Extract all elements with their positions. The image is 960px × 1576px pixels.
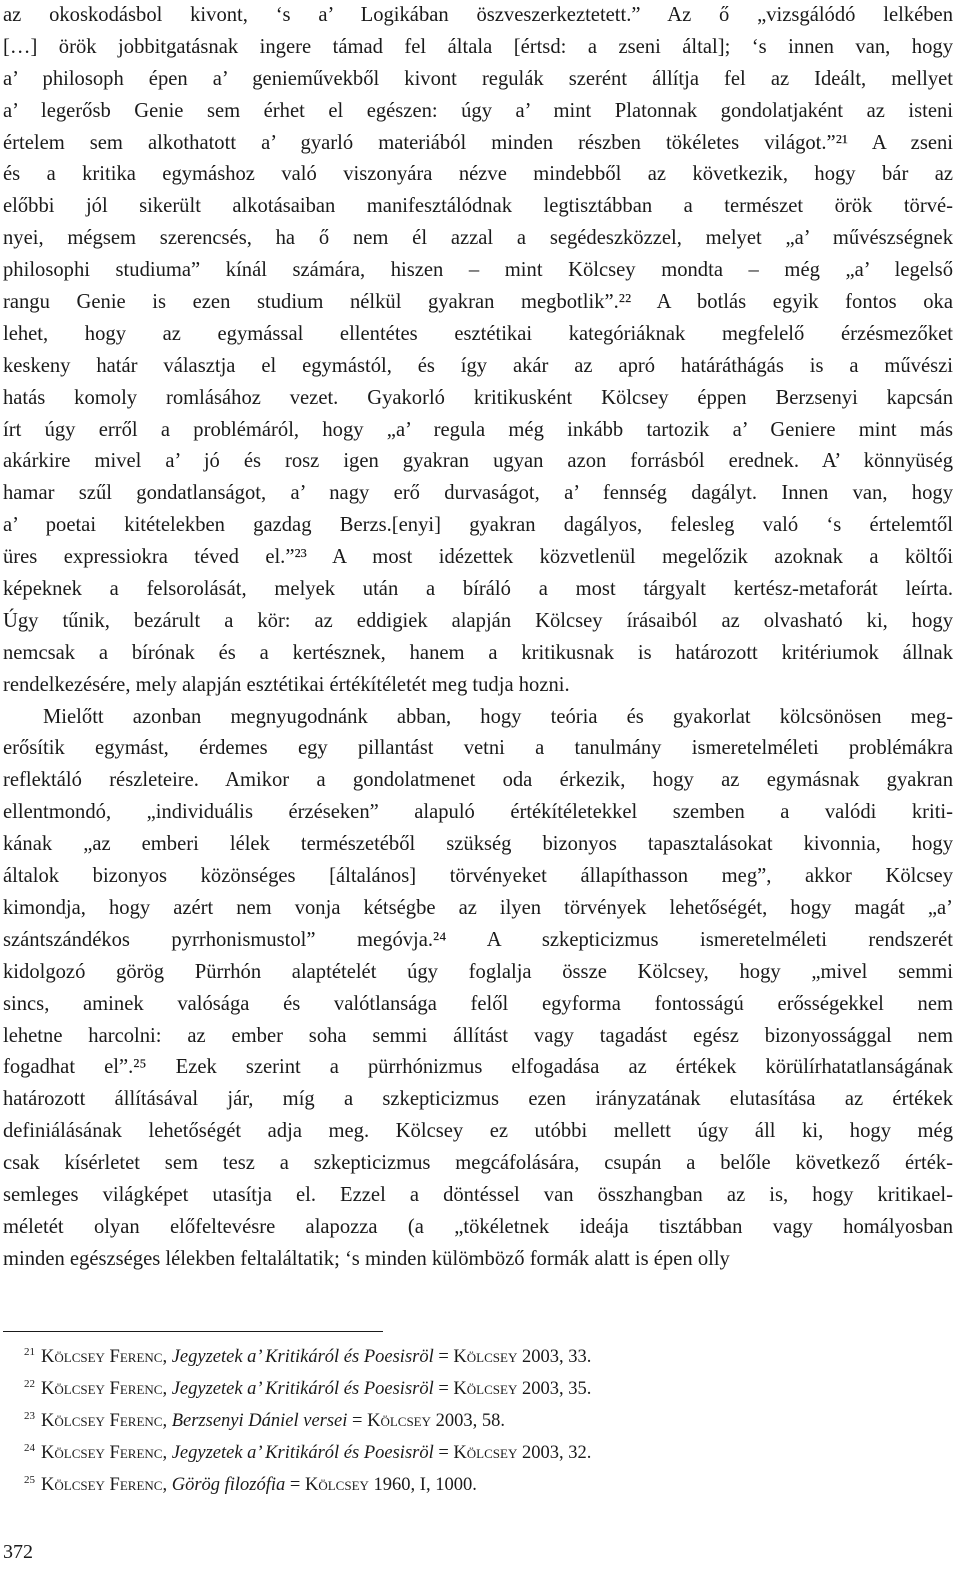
text-line: reflektáló részleteire. Amikor a gondolatmenet oda érkezik, hogy az egymásnak gyakran <box>3 769 953 792</box>
footnote-number: 21 <box>24 1345 35 1358</box>
text-line: a’ legerősb Genie sem érhet el egészen: úgy a’ mint Platonnak gondolatjaként az isteni <box>3 99 953 122</box>
text-line: csak kísérletet sem tesz a szkepticizmus megcáfolására, csupán a belőle következő érték- <box>3 1152 953 1175</box>
footnotes <box>24 1341 924 1501</box>
footnote-ref-author: Kölcsey <box>453 1443 518 1463</box>
footnote-ref: 2003, 35. <box>517 1379 592 1399</box>
footnote-ref-author: Kölcsey <box>304 1475 369 1495</box>
text-line: keskeny határ választja el egymástól, és így akár az apró határáthágás is a művészi <box>3 354 953 377</box>
footnote-number: 23 <box>24 1409 35 1422</box>
footnote-author: Kölcsey Ferenc, <box>41 1443 168 1463</box>
text-line: semleges világképet utasítja el. Ezzel a döntéssel van összhangban az is, hogy kritikael- <box>3 1183 953 1206</box>
body-text <box>3 0 953 1276</box>
text-line: hatás komoly romlásához vezet. Gyakorló kritikusként Kölcsey éppen Berzsenyi kapcsán <box>3 386 953 409</box>
footnote-ref: 2003, 58. <box>431 1411 506 1431</box>
footnote-number: 22 <box>24 1377 35 1390</box>
text-line: […] örök jobbitgatásnak ingere támad fel általa [értsd: a zseni által]; ‘s innen van, hogy <box>3 35 953 58</box>
footnote-author: Kölcsey Ferenc, <box>41 1475 168 1495</box>
text-line: kának „az emberi lélek természetéből szükség bizonyos tapasztalásokat kivonnia, hogy <box>3 833 953 856</box>
text-line: az okoskodásbol kivont, ‘s a’ Logikában öszveszerkeztetett.” Az ő „vizsgálódó lelkében <box>3 4 953 26</box>
text-line: philosophi studiuma” kínál számára, hiszen – mint Kölcsey mondta – még „a’ legelső <box>3 259 953 282</box>
text-line: előbbi jól sikerült alkotásaiban manifesztálódnak legtisztábban a természet örök törvé- <box>3 195 953 218</box>
text-line: lehetne harcolni: az ember soha semmi állítást vagy tagadást egész bizonyossággal nem <box>3 1024 953 1047</box>
text-line: és a kritika egymáshoz való viszonyára nézve mindebből az következik, hogy bár az <box>3 163 953 186</box>
text-line: akárkire mivel a’ jó és rosz igen gyakran ugyan azon forrásból erednek. A’ könnyüség <box>3 450 953 473</box>
text-line: képeknek a felsorolását, melyek után a bíráló a most tárgyalt kertész-metaforát leírta. <box>3 578 953 601</box>
text-line: minden egészséges lélekben feltaláltatik; ‘s minden külömböző formák alatt is épen olly <box>3 1247 730 1270</box>
text-line: ellentmondó, „individuális érzéseken” alapuló értékítéletekkel szemben a valódi kriti- <box>3 801 953 824</box>
footnote-title: Görög filozófia <box>171 1475 286 1495</box>
text-line: hamar szűl gondatlanságot, a’ nagy erő durvaságot, a’ fennség dagályt. Innen van, hogy <box>3 482 953 505</box>
text-line: kidolgozó görög Pürrhón alaptételét úgy foglalja össze Kölcsey, hogy „mivel semmi <box>3 960 953 983</box>
text-line: Úgy tűnik, bezárult a kör: az eddigiek alapján Kölcsey írásaiból az olvasható ki, hogy <box>3 609 953 632</box>
text-line: sincs, aminek valósága és valótlansága felől egyforma fontosságú erősségekkel nem <box>3 992 953 1015</box>
text-line: méletét olyan előfeltevésre alapozza (a „tökéletnek ideája tisztábban vagy homályosban <box>3 1215 953 1238</box>
footnote-number: 25 <box>24 1473 35 1486</box>
text-line: rendelkezésére, mely alapján esztétikai értékítéletét meg tudja hozni. <box>3 673 570 696</box>
text-line: határozott állításával jár, míg a szkepticizmus ezen irányzatának elutasítása az értékek <box>3 1088 953 1111</box>
text-line: kimondja, hogy azért nem vonja kétségbe az ilyen törvények lehetőségét, hogy magát „a’ <box>3 896 953 919</box>
footnote <box>24 1341 924 1373</box>
footnote-eq: = <box>347 1411 368 1431</box>
text-line: rangu Genie is ezen studium nélkül gyakran megbotlik”.²² A botlás egyik fontos oka <box>3 291 953 314</box>
text-line: üres expressiokra téved el.”²³ A most idézettek közvetlenül megelőzik azoknak a költői <box>3 546 953 569</box>
page-number: 372 <box>3 1541 33 1563</box>
footnote-author: Kölcsey Ferenc, <box>41 1379 168 1399</box>
footnote <box>24 1469 924 1501</box>
text-line: írt úgy erről a problémáról, hogy „a’ regula még inkább tartozik a’ Geniere mint más <box>3 418 953 441</box>
text-line: erősítik egymást, érdemes egy pillantást vetni a tanulmány ismeretelméleti problémákra <box>3 737 953 760</box>
footnote-ref-author: Kölcsey <box>453 1347 518 1367</box>
footnote-eq: = <box>433 1443 454 1463</box>
footnote <box>24 1405 924 1437</box>
footnote-author: Kölcsey Ferenc, <box>41 1347 168 1367</box>
footnote-ref: 1960, I, 1000. <box>368 1475 477 1495</box>
text-line: nyei, mégsem szerencsés, ha ő nem él azzal a segédeszközzel, melyet „a’ művészségnek <box>3 227 953 250</box>
footnote <box>24 1437 924 1469</box>
footnote-title: Jegyzetek a’ Kritikáról és Poesisröl <box>171 1379 434 1399</box>
footnote-divider <box>3 1331 383 1332</box>
footnote-ref: 2003, 33. <box>517 1347 592 1367</box>
text-line: lehet, hogy az egymással ellentétes esztétikai kategóriáknak megfelelő érzésmezőket <box>3 322 953 345</box>
footnote-title: Berzsenyi Dániel versei <box>171 1411 348 1431</box>
footnote-author: Kölcsey Ferenc, <box>41 1411 168 1431</box>
text-line: fogadhat el”.²⁵ Ezek szerint a pürrhónizmus elfogadása az értékek körülírhatatlanságának <box>3 1056 953 1079</box>
footnote-ref: 2003, 32. <box>517 1443 592 1463</box>
text-line: Mielőtt azonban megnyugodnánk abban, hogy teória és gyakorlat kölcsönösen meg- <box>43 705 953 728</box>
text-line: definiálásának lehetőségét adja meg. Kölcsey ez utóbbi mellett úgy áll ki, hogy még <box>3 1120 953 1143</box>
text-line: nemcsak a bírónak és a kertésznek, hanem a kritikusnak is határozott kritériumok állnak <box>3 641 953 664</box>
text-line: a’ poetai kitételekben gazdag Berzs.[enyi] gyakran dagályos, felesleg való ‘s értelemtől <box>3 514 953 537</box>
footnote-number: 24 <box>24 1441 35 1454</box>
footnote-eq: = <box>285 1475 305 1495</box>
text-line: általok bizonyos közönséges [általános] törvényeket állapíthasson meg”, akkor Kölcsey <box>3 865 953 888</box>
footnote-title: Jegyzetek a’ Kritikáról és Poesisröl <box>171 1443 434 1463</box>
footnote <box>24 1373 924 1405</box>
footnote-eq: = <box>433 1379 454 1399</box>
text-line: szántszándékos pyrrhonismustol” megóvja.²⁴ A szkepticizmus ismeretelméleti rendszerét <box>3 928 953 951</box>
text-line: a’ philosoph épen a’ genieművekből kivont regulák szerént állítja fel az Ideált, mellyet <box>3 67 953 90</box>
footnote-title: Jegyzetek a’ Kritikáról és Poesisröl <box>171 1347 434 1367</box>
footnote-ref-author: Kölcsey <box>453 1379 518 1399</box>
footnote-ref-author: Kölcsey <box>367 1411 432 1431</box>
text-line: értelem sem alkothatott a’ gyarló materiából minden részben tökéletes világot.”²¹ A zseni <box>3 131 953 154</box>
footnote-eq: = <box>433 1347 454 1367</box>
